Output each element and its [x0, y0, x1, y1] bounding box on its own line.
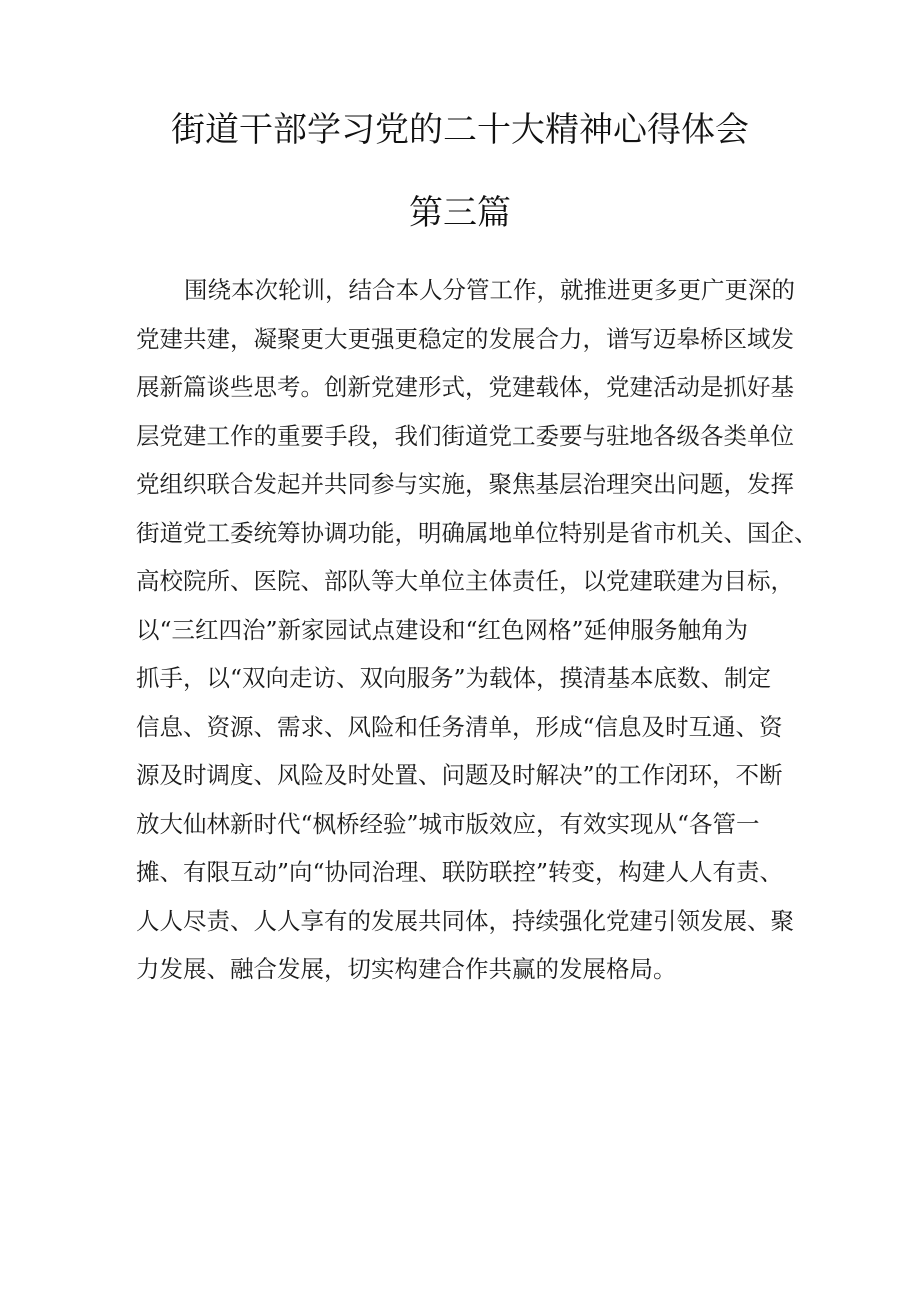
paragraph-line: 党建共建，凝聚更大更强更稳定的发展合力，谱写迈皋桥区域发	[136, 324, 794, 353]
document-title: 街道干部学习党的二十大精神心得体会	[171, 110, 749, 150]
paragraph-line: 源及时调度、风险及时处置、问题及时解决”的工作闭环，不断	[136, 761, 783, 789]
paragraph-line: 层党建工作的重要手段，我们街道党工委要与驻地各级各类单位	[136, 421, 794, 450]
document-subtitle: 第三篇	[409, 193, 511, 233]
paragraph-line: 党组织联合发起并共同参与实施，聚焦基层治理突出问题，发挥	[136, 470, 794, 498]
paragraph-line: 抓手，以“双向走访、双向服务”为载体，摸清基本底数、制定	[136, 664, 772, 692]
paragraph-line: 以“三红四治”新家园试点建设和“红色网格”延伸服务触角为	[136, 615, 749, 644]
paragraph-line: 摊、有限互动”向“协同治理、联防联控”转变，构建人人有责、	[136, 858, 784, 886]
paragraph-line: 信息、资源、需求、风险和任务清单，形成“信息及时互通、资	[136, 712, 783, 741]
paragraph-line: 街道党工委统筹协调功能，明确属地单位特别是省市机关、国企、	[136, 518, 818, 547]
paragraph-line: 力发展、融合发展，切实构建合作共赢的发展格局。	[136, 955, 677, 983]
paragraph-line: 围绕本次轮训，结合本人分管工作，就推进更多更广更深的	[184, 276, 795, 304]
paragraph-line: 展新篇谈些思考。创新党建形式，党建载体，党建活动是抓好基	[136, 373, 794, 401]
paragraph-line: 高校院所、医院、部队等大单位主体责任，以党建联建为目标，	[136, 567, 794, 595]
paragraph-line: 人人尽责、人人享有的发展共同体，持续强化党建引领发展、聚	[136, 906, 794, 935]
paragraph-line: 放大仙林新时代“枫桥经验”城市版效应，有效实现从“各管一	[136, 809, 760, 838]
body-paragraph	[136, 266, 818, 994]
